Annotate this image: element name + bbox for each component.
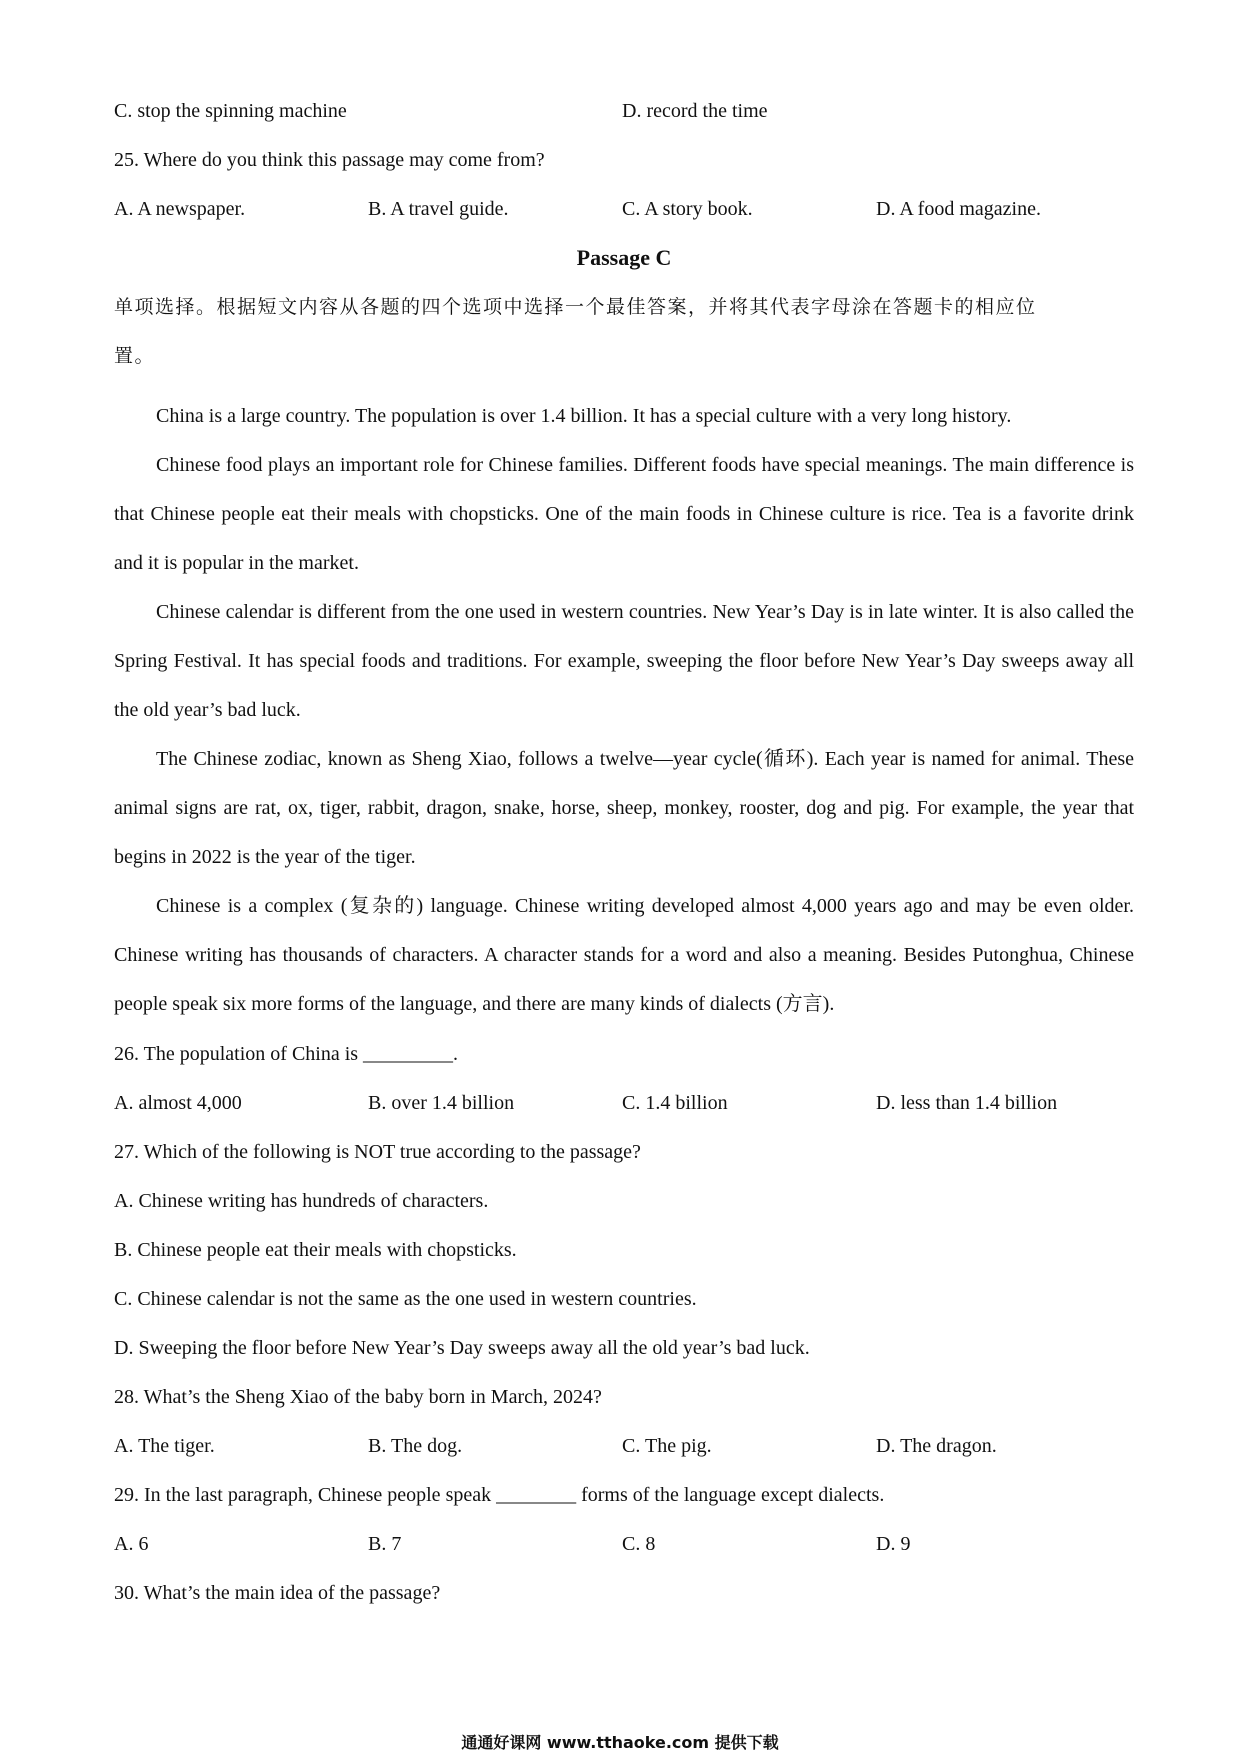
passage-paragraph: Chinese calendar is different from the one used in western countries. New Year’s Day is in late winter. It is also called the Spring Festival. It has special foods and traditions. For example, sweeping the floor before New Year’s Day sweeps away all the old year’s bad luck. bbox=[114, 601, 1134, 721]
passage-paragraph: Chinese is a complex (复杂的) language. Chinese writing developed almost 4,000 years ago and may be even older. Chinese writing has thousands of characters. A character stands for a word and also a meaning. Besides Putonghua, Chinese people speak six more forms of the language, and there are many kinds of dialects (方言). bbox=[114, 895, 1134, 1015]
q28-options bbox=[114, 1433, 1134, 1482]
q26-options bbox=[114, 1090, 1134, 1139]
q29-options bbox=[114, 1531, 1134, 1580]
q27-option-b: B. Chinese people eat their meals with chopsticks. bbox=[114, 1239, 517, 1261]
passage-paragraph: Chinese food plays an important role for Chinese families. Different foods have special meanings. The main difference is that Chinese people eat their meals with chopsticks. One of the main foods in Chinese culture is rice. Tea is a favorite drink and it is popular in the market. bbox=[114, 454, 1134, 574]
q27-option-c: C. Chinese calendar is not the same as the one used in western countries. bbox=[114, 1288, 697, 1310]
q27-question: 27. Which of the following is NOT true according to the passage? bbox=[114, 1141, 641, 1163]
q30-question: 30. What’s the main idea of the passage? bbox=[114, 1582, 441, 1604]
passage-title: Passage C bbox=[576, 245, 672, 270]
q29-option-c: C. 8 bbox=[622, 1533, 656, 1555]
q25-question: 25. Where do you think this passage may come from? bbox=[114, 149, 545, 171]
q26-option-c: C. 1.4 billion bbox=[622, 1092, 728, 1114]
q28-option-b: B. The dog. bbox=[368, 1435, 463, 1457]
instruction-line-2: 置。 bbox=[114, 345, 156, 367]
q25-option-c: C. A story book. bbox=[622, 198, 753, 220]
q28-option-c: C. The pig. bbox=[622, 1435, 712, 1457]
q25-option-a: A. A newspaper. bbox=[114, 198, 246, 220]
q29-option-b: B. 7 bbox=[368, 1533, 402, 1555]
q25-option-d: D. A food magazine. bbox=[876, 198, 1041, 220]
q26-question: 26. The population of China is _________. bbox=[114, 1043, 459, 1065]
exam-page bbox=[114, 98, 1134, 1629]
q27-option-d: D. Sweeping the floor before New Year’s Day sweeps away all the old year’s bad luck. bbox=[114, 1337, 810, 1359]
q29-option-d: D. 9 bbox=[876, 1533, 911, 1555]
q24-options bbox=[114, 98, 1134, 147]
q25-options bbox=[114, 196, 1134, 245]
passage-paragraph: The Chinese zodiac, known as Sheng Xiao, follows a twelve—year cycle(循环). Each year is named for animal. These animal signs are rat, ox, tiger, rabbit, dragon, snake, horse, sheep, monkey, rooster, dog and pig. For example, the year that begins in 2022 is the year of the tiger. bbox=[114, 748, 1134, 868]
q28-option-a: A. The tiger. bbox=[114, 1435, 215, 1457]
passage-body bbox=[114, 392, 1134, 1029]
q24-option-d: D. record the time bbox=[622, 100, 768, 122]
q29-option-a: A. 6 bbox=[114, 1533, 149, 1555]
passage-paragraph: China is a large country. The population is over 1.4 billion. It has a special culture with a very long history. bbox=[156, 405, 1012, 427]
q28-option-d: D. The dragon. bbox=[876, 1435, 997, 1457]
q25-option-b: B. A travel guide. bbox=[368, 198, 509, 220]
q24-option-c: C. stop the spinning machine bbox=[114, 100, 347, 122]
q26-option-b: B. over 1.4 billion bbox=[368, 1092, 515, 1114]
q29-question: 29. In the last paragraph, Chinese people speak ________ forms of the language except dialects. bbox=[114, 1484, 885, 1506]
instruction-line-1: 单项选择。根据短文内容从各题的四个选项中选择一个最佳答案，并将其代表字母涂在答题卡的相应位 bbox=[114, 296, 1037, 318]
q27-option-a: A. Chinese writing has hundreds of characters. bbox=[114, 1190, 489, 1212]
q26-option-a: A. almost 4,000 bbox=[114, 1092, 242, 1114]
q26-option-d: D. less than 1.4 billion bbox=[876, 1092, 1058, 1114]
page-footer: 通通好课网 www.tthaoke.com 提供下载 bbox=[461, 1733, 779, 1752]
q28-question: 28. What’s the Sheng Xiao of the baby born in March, 2024? bbox=[114, 1386, 602, 1408]
